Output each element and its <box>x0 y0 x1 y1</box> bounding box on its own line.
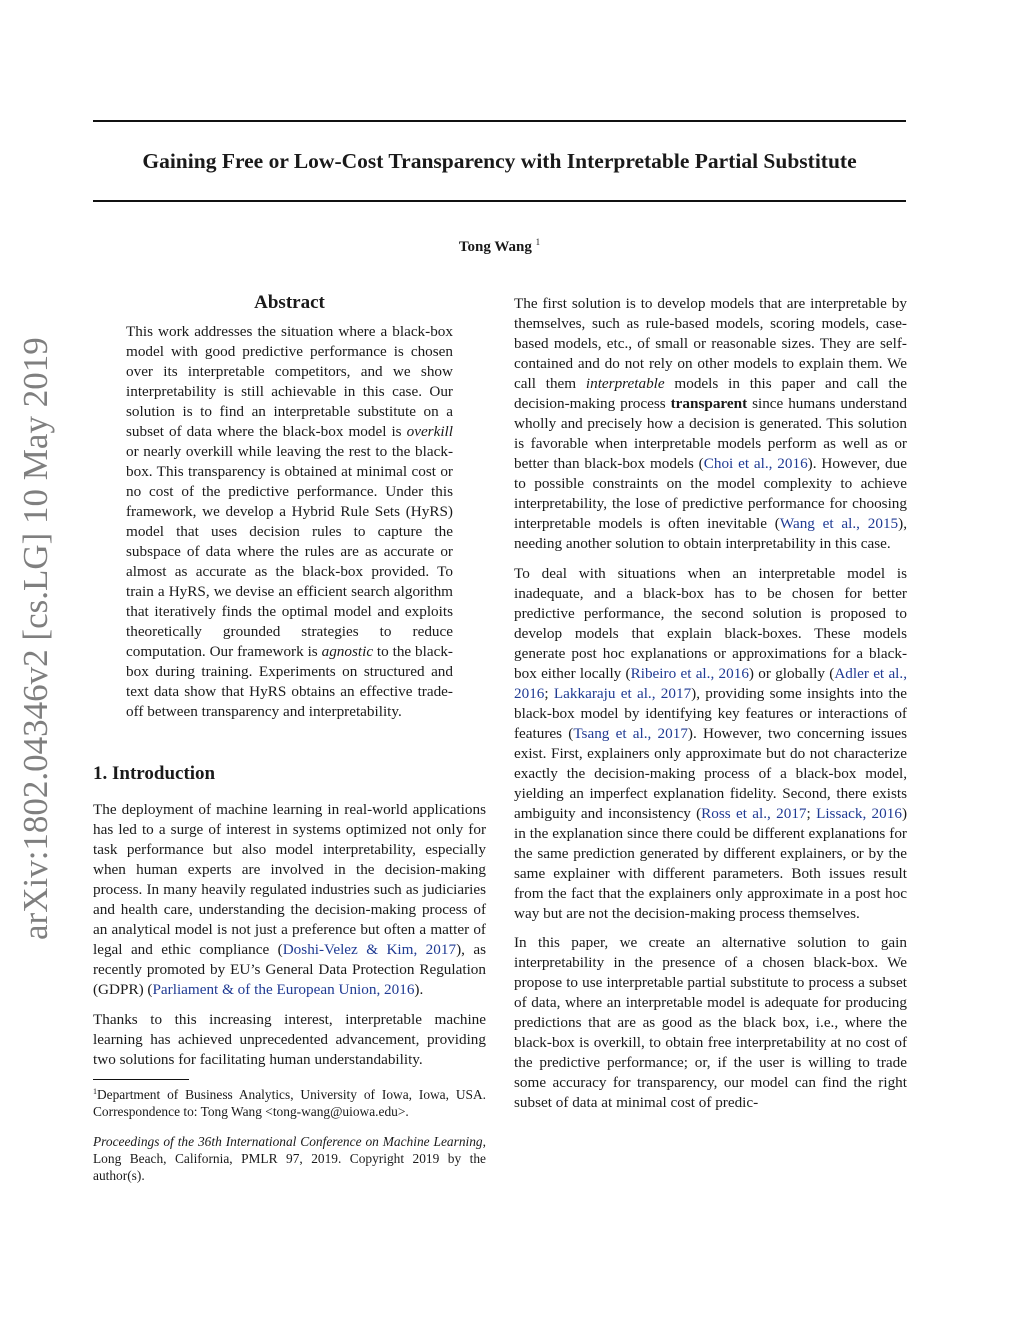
left-column <box>93 291 486 1197</box>
right-column <box>514 294 907 1123</box>
proceedings-note: Proceedings of the 36th International Conference on Machine Learning, Long Beach, California, PMLR 97, 2019. Copyright 2019 by the author(s). <box>93 1134 486 1183</box>
intro-paragraph-1: The deployment of machine learning in real-world applications has led to a surge of interest in systems optimized not only for task performance but also model interpretability, especially when human experts are involved in the decision-making process. In many heavily regulated industries such as judiciaries and health care, understanding the decision-making process of an analytical model is not just a preference but often a matter of legal and ethic compliance (Doshi-Velez & Kim, 2017), as recently promoted by EU’s General Data Protection Regulation (GDPR) (Parliament & of the European Union, 2016). <box>93 801 486 998</box>
footnote-rule <box>93 1079 189 1080</box>
arxiv-stamp: arXiv:1802.04346v2 [cs.LG] 10 May 2019 <box>16 337 55 940</box>
section-heading-introduction: 1. Introduction <box>93 763 216 784</box>
intro-paragraph-5: In this paper, we create an alternative solution to gain interpretability in the presence of a chosen black-box. We propose to use interpretable partial substitute to process a subset of data, where an interpretable model is adequate for producing predictions that are as good as the black box, i.e., where the black-box is overkill, to obtain free interpretability at no cost of the predictive performance; or, if the user is willing to trade some accuracy for transparency, our model can find the right subset of data at minimal cost of predic- <box>514 934 907 1111</box>
footnotes <box>93 1083 486 1184</box>
citation-link[interactable]: Parliament & of the European Union, 2016 <box>152 981 415 998</box>
affiliation-footnote: $^1$Department of Business Analytics, University of Iowa, Iowa, USA. Correspondence to: Tong Wang <tong-wang@uiowa.edu>. <box>93 1087 486 1119</box>
author-name: Tong Wang <box>458 239 532 255</box>
citation-link[interactable]: Wang et al., 2015 <box>779 515 899 532</box>
author-affiliation-mark: 1 <box>535 237 541 247</box>
title-top-rule <box>93 120 906 122</box>
intro-paragraph-3: The first solution is to develop models that are interpretable by themselves, such as rule-based models, scoring models, case-based models, etc., of small or reasonable sizes. They are self-contained and do not rely on other models to explain them. We call them interpretable models in this paper and call the decision-making process transparent since humans understand wholly and precisely how a decision is generated. This solution is favorable when interpretable models perform as well as or better than black-box models (Choi et al., 2016). However, due to possible constraints on the model complexity to achieve interpretability, the lose of predictive performance for choosing interpretable models is often inevitable (Wang et al., 2015), needing another solution to obtain interpretability in this case. <box>514 295 908 552</box>
title-bottom-rule <box>93 200 906 202</box>
paper-title: Gaining Free or Low-Cost Transparency with Interpretable Partial Substitute <box>142 149 857 173</box>
author-line <box>93 237 906 256</box>
intro-paragraph-4: To deal with situations when an interpretable model is inadequate, and a black-box has to be chosen for better predictive performance, the second solution is proposed to develop models that explain black-boxes. These models generate post hoc explanations or approximations for a black-box either locally (Ribeiro et al., 2016) or globally (Adler et al., 2016; Lakkaraju et al., 2017), providing some insights into the black-box model by identifying key features or interactions of features (Tsang et al., 2017). However, two concerning issues exist. First, explainers only approximate but do not characterize exactly the decision-making process of a black-box model, yielding an imperfect explanation fidelity. Second, there exists ambiguity and inconsistency (Ross et al., 2017; Lissack, 2016) in the explanation since there could be different explanations for the same prediction generated by different explainers, or by the same explainer with different parameters. Both issues result from the fact that the explainers only approximate in a post hoc way but are not the decision-making process themselves. <box>514 564 907 922</box>
citation-link[interactable]: Lakkaraju et al., 2017 <box>553 684 692 702</box>
citation-link[interactable]: Tsang et al., 2017 <box>573 724 688 742</box>
abstract-body: This work addresses the situation where a black-box model with good predictive performance is chosen over its interpretable competitors, and we show interpretability is still achievable in this case. Our solution is to find an interpretable substitute on a subset of data where the black-box model is overkill or nearly overkill while leaving the rest to the black-box. This transparency is obtained at minimal cost or no cost of the predictive performance. Under this framework, we develop a Hybrid Rule Sets (HyRS) model that uses decision rules to capture the subspace of data where the rules are as accurate or almost as accurate as the black-box provided. To train a HyRS, we devise an efficient search algorithm that iteratively finds the optimal model and exploits theoretically grounded strategies to reduce computation. Our framework is agnostic to the black-box during training. Experiments on structured and text data show that HyRS obtains an effective trade-off between transparency and interpretability. <box>126 323 453 720</box>
abstract-heading: Abstract <box>254 292 325 313</box>
citation-link[interactable]: Choi et al., 2016 <box>703 455 808 472</box>
citation-link[interactable]: Lissack, 2016 <box>816 804 902 822</box>
citation-link[interactable]: Adler et al., 2016 <box>514 664 907 702</box>
citation-link[interactable]: Ribeiro et al., 2016 <box>630 664 749 682</box>
citation-link[interactable]: Ross et al., 2017 <box>701 804 807 822</box>
citation-link[interactable]: Doshi-Velez & Kim, 2017 <box>282 941 457 958</box>
intro-paragraph-2: Thanks to this increasing interest, interpretable machine learning has achieved unprecedented advancement, providing two solutions for facilitating human understandability. <box>93 1010 486 1068</box>
